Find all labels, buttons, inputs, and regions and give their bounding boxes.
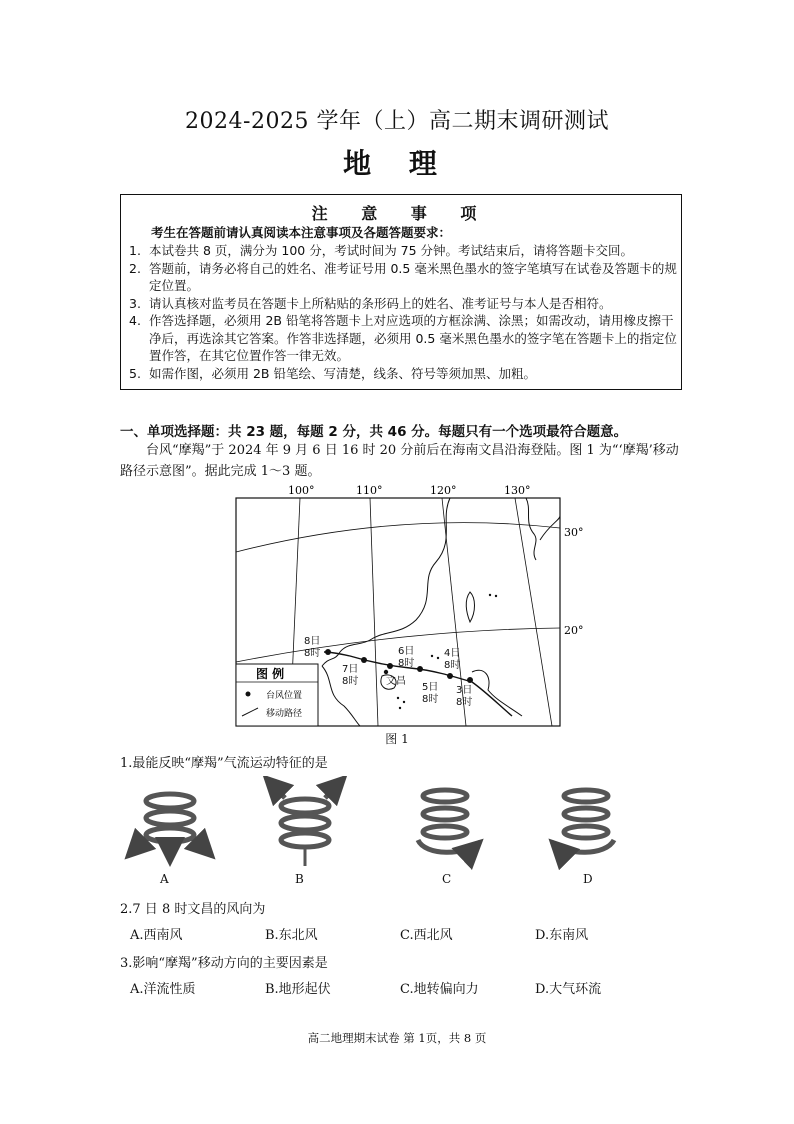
notice-item: 3. 请认真核对监考员在答题卡上所粘贴的条形码上的姓名、准考证号与本人是否相符。 [129, 295, 612, 311]
lon-label: 130° [504, 484, 531, 497]
map-legend [236, 664, 318, 726]
notice-item: 1. 本试卷共 8 页，满分为 100 分，考试时间为 75 分钟。考试结束后，请将答题卡交回。 [129, 243, 634, 258]
track-label-hour: 8时 [456, 697, 473, 708]
passage-intro: 台风“摩羯”于 2024 年 9 月 6 日 16 时 20 分前后在海南文昌沿海登陆。图 1 为“‘摩羯’移动路径示意图”。据此完成 1～3 题。 [120, 443, 679, 479]
option-d[interactable]: D.大气环流 [535, 982, 602, 997]
question-3-options [130, 978, 690, 997]
option-b[interactable]: B.地形起伏 [265, 982, 331, 997]
notice-title: 注 意 事 项 [311, 204, 491, 223]
track-label-hour: 8时 [304, 648, 321, 659]
notice-item: 2. 答题前，请务必将自己的姓名、准考证号用 0.5 毫米黑色墨水的签字笔填写在试卷及答题卡的规定位置。 [129, 260, 677, 293]
question-1-stem: 1.最能反映“摩羯”气流运动特征的是 [120, 756, 328, 771]
option-b[interactable]: B.东北风 [265, 928, 318, 943]
option-c[interactable]: C.西北风 [400, 928, 453, 943]
question-2-options [130, 924, 690, 943]
question-3-stem: 3.影响“摩羯”移动方向的主要因素是 [120, 956, 328, 971]
question-2-stem: 2.7 日 8 时文昌的风向为 [120, 902, 266, 917]
figure-caption: 图 1 [385, 732, 409, 746]
legend-position: 台风位置 [266, 691, 303, 701]
airflow-diagram-b [266, 778, 344, 866]
lat-label: 30° [564, 526, 584, 539]
option-label-d: D [583, 872, 593, 886]
track-label-hour: 8时 [422, 694, 439, 705]
indochina-coast [322, 666, 360, 726]
philippines-coast [472, 670, 522, 716]
track-label-day: 7日 [342, 664, 359, 675]
lat-label: 20° [564, 624, 584, 637]
exam-title: 2024-2025 学年（上）高二期末调研测试 [185, 109, 609, 134]
legend-path: 移动路径 [266, 709, 303, 719]
airflow-diagram-d [552, 790, 614, 852]
subject-title: 地 理 [343, 147, 451, 180]
notice-list [129, 242, 677, 382]
airflow-diagram-a [128, 794, 212, 862]
city-label: 文昌 [386, 676, 406, 687]
notice-item: 5. 如需作图，必须用 2B 铅笔绘、写清楚，线条、符号等须加黑、加粗。 [129, 365, 536, 381]
track-label-day: 8日 [304, 636, 321, 647]
track-label-hour: 8时 [398, 658, 415, 669]
lon-label: 100° [288, 484, 315, 497]
page-footer: 高二地理期末试卷 第 1页，共 8 页 [307, 1031, 487, 1045]
airflow-svg [120, 776, 690, 888]
option-a[interactable]: A.洋流性质 [130, 982, 196, 997]
lon-label: 110° [356, 484, 383, 497]
taiwan-island [466, 592, 474, 622]
notice-item: 4. 作答选择题，必须用 2B 铅笔将答题卡上对应选项的方框涂满、涂黑；如需改动，请用橡皮擦干净后，再选涂其它答案。作答非选择题，必须用 0.5 毫米黑色墨水的签字笔在答题卡上的指定位置作答，在其它位置作答一律无效。 [129, 313, 677, 363]
option-label-c: C [442, 872, 452, 886]
notice-intro: 考生在答题前请认真阅读本注意事项及各题答题要求： [151, 225, 452, 240]
track-label-day: 3日 [456, 685, 473, 696]
airflow-diagrams [120, 776, 690, 888]
lon-label: 120° [430, 484, 457, 497]
korea-coast [526, 498, 536, 560]
option-d[interactable]: D.东南风 [535, 928, 589, 943]
parallels [236, 523, 560, 662]
track-label-day: 6日 [398, 646, 415, 657]
track-label-day: 5日 [422, 682, 439, 693]
meridians [290, 498, 552, 726]
track-label-day: 4日 [444, 648, 461, 659]
track-label-hour: 8时 [342, 676, 359, 687]
option-c[interactable]: C.地转偏向力 [400, 982, 479, 997]
wenchang-marker [384, 670, 388, 674]
option-a[interactable]: A.西南风 [130, 928, 183, 943]
track-label-hour: 8时 [444, 660, 461, 671]
option-label-b: B [295, 872, 304, 886]
legend-title: 图 例 [256, 667, 285, 681]
typhoon-track-map [120, 480, 690, 742]
section-heading: 一、单项选择题：共 23 题，每题 2 分，共 46 分。每题只有一个选项最符合题意。 [120, 424, 628, 440]
airflow-diagram-c [418, 790, 480, 852]
option-label-a: A [160, 872, 169, 886]
notice-box [120, 194, 682, 390]
map-svg [120, 480, 690, 742]
